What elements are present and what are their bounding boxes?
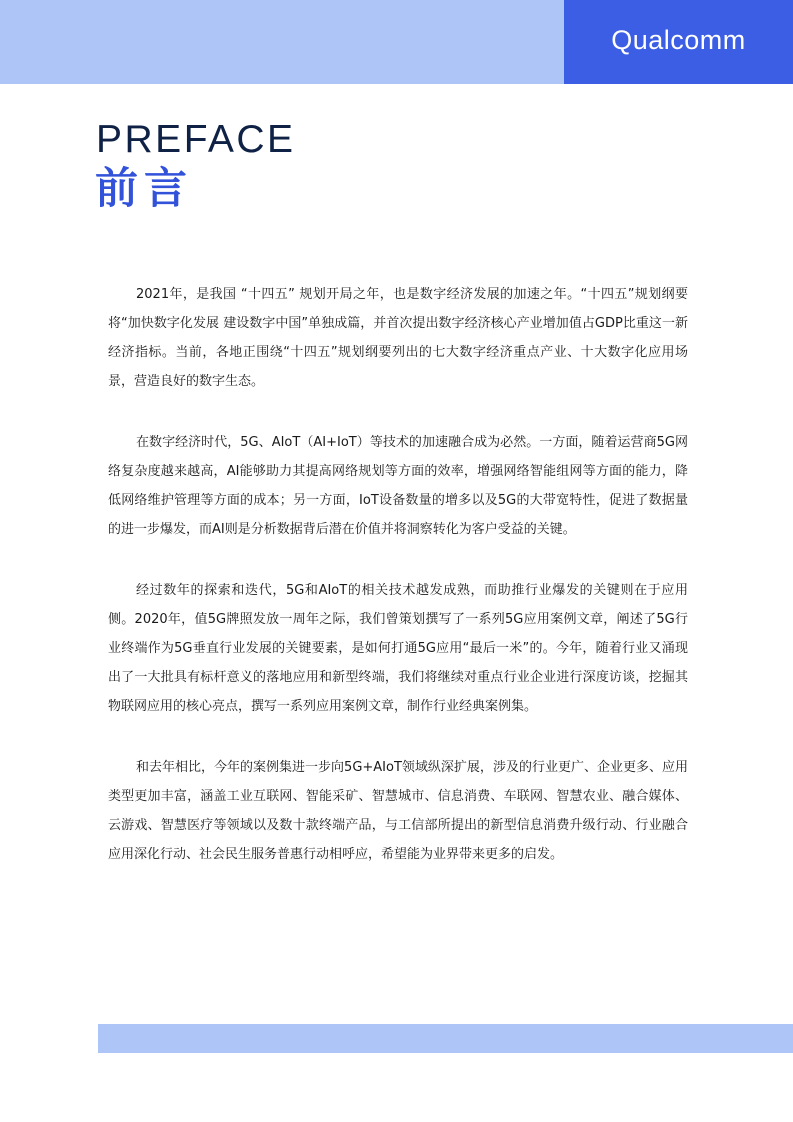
page-title-cn: 前言 [95, 164, 193, 214]
qualcomm-logo: Qualcomm [611, 24, 746, 55]
preface-body [108, 280, 688, 901]
preface-paragraph-1: 2021年，是我国 “十四五” 规划开局之年，也是数字经济发展的加速之年。“十四五”规划纲要将“加快数字化发展 建设数字中国”单独成篇，并首次提出数字经济核心产业增加值占GDP比重这一新经济指标。当前，各地正围绕“十四五”规划纲要列出的七大数字经济重点产业、十大数字化应用场景，营造良好的数字生态。 [108, 287, 688, 389]
preface-paragraph-2: 在数字经济时代，5G、AIoT（AI+IoT）等技术的加速融合成为必然。一方面，随着运营商5G网络复杂度越来越高，AI能够助力其提高网络规划等方面的效率，增强网络智能组网等方面的能力，降低网络维护管理等方面的成本；另一方面，IoT设备数量的增多以及5G的大带宽特性，促进了数据量的进一步爆发，而AI则是分析数据背后潜在价值并将洞察转化为客户受益的关键。 [108, 435, 688, 537]
header-band [0, 0, 564, 84]
brand-block [564, 0, 793, 84]
preface-paragraph-3: 经过数年的探索和迭代，5G和AIoT的相关技术越发成熟，而助推行业爆发的关键则在于应用侧。2020年，值5G牌照发放一周年之际，我们曾策划撰写了一系列5G应用案例文章，阐述了5G行业终端作为5G垂直行业发展的关键要素，是如何打通5G应用“最后一米”的。今年，随着行业又涌现出了一大批具有标杆意义的落地应用和新型终端，我们将继续对重点行业企业进行深度访谈，挖掘其物联网应用的核心亮点，撰写一系列应用案例文章，制作行业经典案例集。 [108, 583, 688, 714]
preface-paragraph-4: 和去年相比，今年的案例集进一步向5G+AIoT领域纵深扩展，涉及的行业更广、企业更多、应用类型更加丰富，涵盖工业互联网、智能采矿、智慧城市、信息消费、车联网、智慧农业、融合媒体、云游戏、智慧医疗等领域以及数十款终端产品，与工信部所提出的新型信息消费升级行动、行业融合应用深化行动、社会民生服务普惠行动相呼应，希望能为业界带来更多的启发。 [108, 760, 688, 862]
page-title-en: PREFACE [96, 118, 296, 161]
footer-band [98, 1024, 793, 1053]
